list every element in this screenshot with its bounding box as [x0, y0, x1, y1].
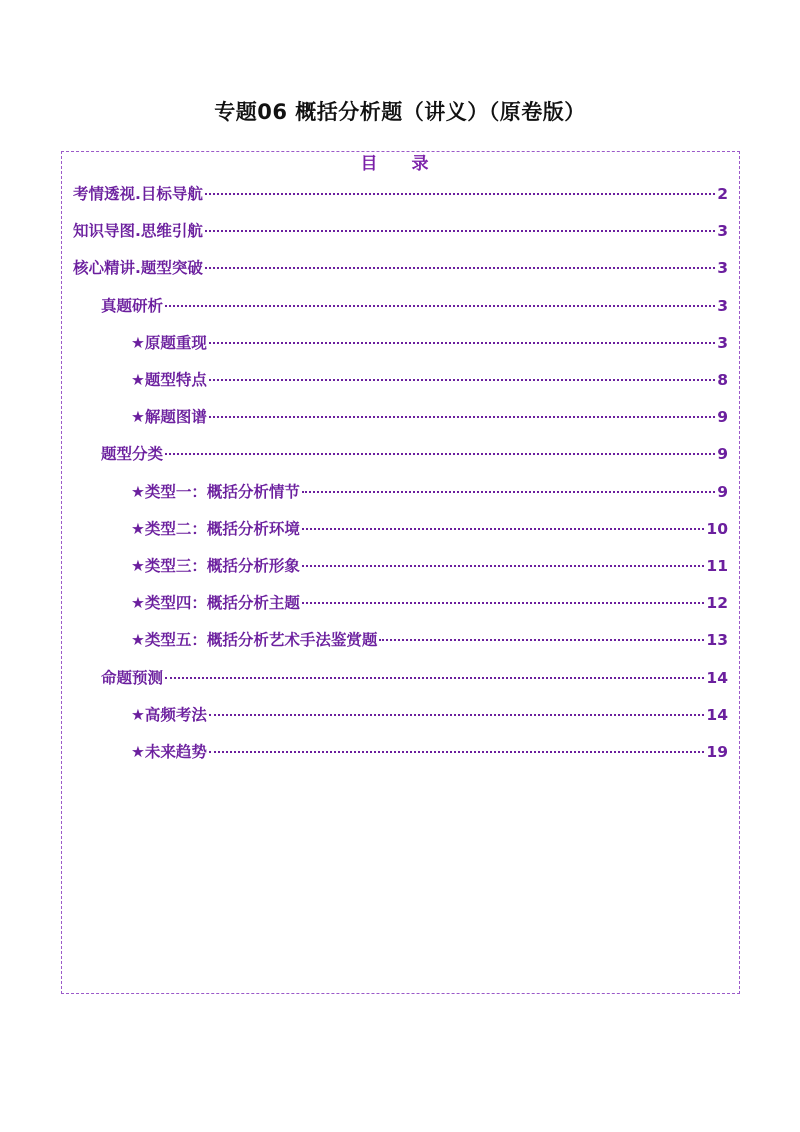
toc-entry-label: ★解题图谱 — [131, 408, 207, 427]
toc-entry-page: 2 — [717, 185, 728, 203]
toc-entry-label: 知识导图.思维引航 — [73, 222, 203, 241]
toc-entry-page: 8 — [717, 371, 728, 389]
toc-leader-dots — [165, 677, 704, 679]
toc-entry-page: 3 — [717, 296, 728, 315]
toc-entry-page: 14 — [706, 705, 728, 724]
toc-entry-label: ★类型三：概括分析形象 — [131, 557, 300, 575]
toc-entry[interactable] — [101, 295, 728, 317]
table-of-contents — [61, 151, 740, 994]
toc-entry-page: 19 — [706, 743, 728, 761]
toc-leader-dots — [302, 565, 705, 567]
toc-entry-page: 9 — [717, 408, 728, 427]
toc-entry-label: ★高频考法 — [131, 705, 207, 724]
toc-entry-page: 9 — [717, 445, 728, 464]
document-title: 专题06 概括分析题（讲义）（原卷版） — [214, 100, 586, 124]
toc-leader-dots — [165, 305, 715, 307]
toc-entry-page: 3 — [717, 333, 728, 352]
toc-leader-dots — [302, 602, 705, 604]
toc-entry[interactable] — [131, 406, 728, 428]
toc-entry-page: 3 — [717, 222, 728, 241]
toc-leader-dots — [165, 453, 715, 455]
toc-leader-dots — [205, 267, 715, 269]
toc-entry-label: ★类型四：概括分析主题 — [131, 594, 300, 613]
toc-entry-page: 11 — [706, 557, 728, 575]
toc-entry-label: 命题预测 — [101, 668, 164, 687]
toc-leader-dots — [209, 379, 715, 381]
toc-entry[interactable] — [73, 220, 728, 242]
toc-leader-dots — [209, 714, 705, 716]
toc-entry-label: 核心精讲.题型突破 — [73, 259, 203, 278]
toc-entry-page: 10 — [706, 519, 728, 538]
toc-entry[interactable] — [131, 704, 728, 726]
toc-entry-label: ★原题重现 — [131, 333, 207, 352]
toc-entry-page: 3 — [717, 259, 728, 278]
toc-leader-dots — [205, 230, 715, 232]
toc-entry-label: 真题研析 — [101, 296, 164, 315]
toc-entry-label: ★类型一：概括分析情节 — [131, 482, 300, 501]
toc-entry-label: ★题型特点 — [131, 371, 207, 389]
toc-entry-label: ★未来趋势 — [131, 743, 207, 761]
toc-entry-page: 13 — [706, 631, 728, 650]
toc-leader-dots — [302, 491, 715, 493]
toc-entry[interactable] — [73, 257, 728, 279]
toc-entry-label: 考情透视.目标导航 — [73, 185, 203, 203]
toc-entry[interactable] — [131, 592, 728, 614]
toc-entry[interactable] — [131, 369, 728, 391]
toc-entry[interactable] — [131, 332, 728, 354]
toc-entry[interactable] — [101, 667, 728, 689]
toc-leader-dots — [209, 342, 715, 344]
toc-leader-dots — [205, 193, 715, 195]
toc-entry[interactable] — [131, 518, 728, 540]
toc-entry[interactable] — [131, 741, 728, 763]
toc-entry-label: ★类型二：概括分析环境 — [131, 519, 300, 538]
toc-leader-dots — [379, 639, 704, 641]
toc-leader-dots — [209, 751, 705, 753]
toc-leader-dots — [302, 528, 705, 530]
toc-entry-page: 12 — [706, 594, 728, 613]
toc-entry-label: 题型分类 — [101, 445, 164, 464]
toc-entry-label: ★类型五：概括分析艺术手法鉴赏题 — [131, 631, 378, 650]
toc-entry[interactable] — [131, 555, 728, 577]
toc-entry[interactable] — [101, 443, 728, 465]
toc-entry-page: 14 — [706, 668, 728, 687]
toc-heading: 目 录 — [360, 154, 443, 174]
toc-entry[interactable] — [131, 481, 728, 503]
toc-entry[interactable] — [73, 183, 728, 205]
toc-leader-dots — [209, 416, 715, 418]
toc-entry-page: 9 — [717, 482, 728, 501]
toc-entry[interactable] — [131, 629, 728, 651]
